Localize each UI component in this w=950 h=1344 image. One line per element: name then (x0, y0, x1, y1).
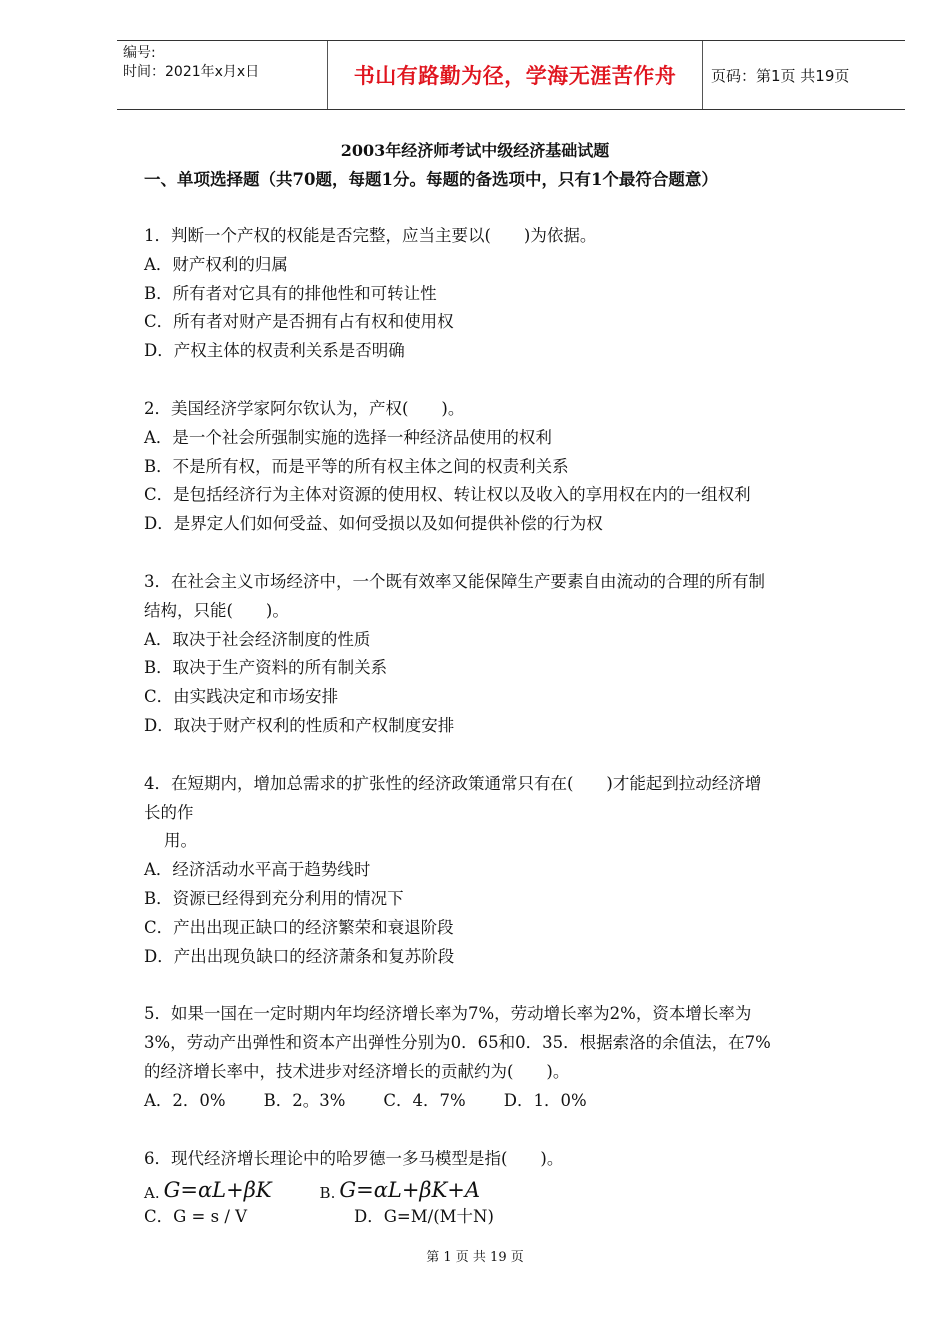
header-meta (117, 41, 328, 109)
question-stem-line-2: 3%，劳动产出弹性和资本产出弹性分别为0．65和0．35．根据索洛的余值法，在7% (144, 1033, 771, 1053)
option-a: A．取决于社会经济制度的性质 (144, 629, 371, 649)
option-c: C．4．7% (383, 1090, 466, 1110)
option-c: C．由实践决定和市场安排 (144, 687, 339, 707)
option-a-formula: G=αL+βK (163, 1178, 272, 1203)
option-d: D．G=M/(M十N) (354, 1207, 494, 1227)
question-stem-line-2: 结构，只能( )。 (144, 600, 289, 620)
option-d: D．产权主体的权责利关系是否明确 (144, 341, 405, 361)
question-3 (144, 568, 874, 741)
option-c: C．所有者对财产是否拥有占有权和使用权 (144, 312, 454, 332)
document-number-label: 编号: (123, 45, 156, 61)
page-footer: 第 1 页 共 19 页 (426, 1250, 524, 1265)
option-a-label: A. (144, 1184, 160, 1203)
option-b-label: B. (319, 1184, 336, 1203)
option-d: D．取决于财产权利的性质和产权制度安排 (144, 715, 455, 735)
question-stem-line-3: 用。 (164, 831, 197, 851)
question-stem: 2．美国经济学家阿尔钦认为，产权( )。 (144, 398, 465, 418)
question-5 (144, 1000, 874, 1115)
question-stem-line-2: 长的作 (144, 802, 194, 822)
option-b: B．2。3% (263, 1090, 346, 1110)
option-b: B．不是所有权，而是平等的所有权主体之间的权责利关系 (144, 456, 569, 476)
question-4 (144, 770, 874, 972)
question-6 (144, 1145, 874, 1233)
option-c: C．产出出现正缺口的经济繁荣和衰退阶段 (144, 917, 454, 937)
question-stem: 1．判断一个产权的权能是否完整，应当主要以( )为依据。 (144, 226, 597, 245)
formula-options-row (144, 1173, 874, 1203)
option-d: D．是界定人们如何受益、如何受损以及如何提供补偿的行为权 (144, 514, 603, 534)
question-stem-line-1: 3．在社会主义市场经济中，一个既有效率又能保障生产要素自由流动的合理的所有制 (144, 571, 765, 591)
option-d: D．产出出现负缺口的经济萧条和复苏阶段 (144, 946, 455, 966)
question-stem-line-3: 的经济增长率中，技术进步对经济增长的贡献约为( )。 (144, 1061, 570, 1081)
questions-body (144, 222, 874, 1261)
page-header (117, 40, 905, 110)
header-page-number: 页码：第1页 共19页 (711, 66, 850, 85)
option-b: B．所有者对它具有的排他性和可转让性 (144, 283, 437, 303)
document-time-label: 时间：2021年x月x日 (123, 64, 260, 80)
question-stem: 6．现代经济增长理论中的哈罗德一多马模型是指( )。 (144, 1148, 564, 1168)
option-c: C．是包括经济行为主体对资源的使用权、转让权以及收入的享用权在内的一组权利 (144, 485, 751, 505)
option-c: C．G = s / V (144, 1207, 248, 1227)
options-row (144, 1203, 874, 1232)
option-a: A．2．0% (144, 1090, 226, 1110)
option-b-formula: G=αL+βK+A (339, 1178, 481, 1203)
option-a: A．经济活动水平高于趋势线时 (144, 860, 371, 880)
header-motto: 书山有路勤为径，学海无涯苦作舟 (353, 64, 677, 88)
options-row (144, 1087, 874, 1116)
question-2 (144, 395, 874, 539)
question-1 (144, 222, 874, 366)
option-a (144, 1177, 272, 1203)
option-a: A．财产权利的归属 (144, 254, 288, 274)
question-stem-line-1: 5．如果一国在一定时期内年均经济增长率为7%，劳动增长率为2%，资本增长率为 (144, 1004, 752, 1024)
option-b (320, 1177, 480, 1203)
document-title: 2003年经济师考试中级经济基础试题 (340, 141, 610, 160)
option-d: D．1．0% (503, 1090, 587, 1110)
question-stem-line-1: 4．在短期内，增加总需求的扩张性的经济政策通常只有在( )才能起到拉动经济增 (144, 773, 762, 793)
section-heading: 一、单项选择题（共70题，每题1分。每题的备选项中，只有1个最符合题意） (144, 170, 718, 189)
option-a: A．是一个社会所强制实施的选择一种经济品使用的权利 (144, 427, 552, 447)
option-b: B．资源已经得到充分利用的情况下 (144, 888, 404, 908)
option-b: B．取决于生产资料的所有制关系 (144, 658, 388, 678)
header-page-cell (703, 41, 905, 109)
header-motto-cell (328, 41, 703, 109)
